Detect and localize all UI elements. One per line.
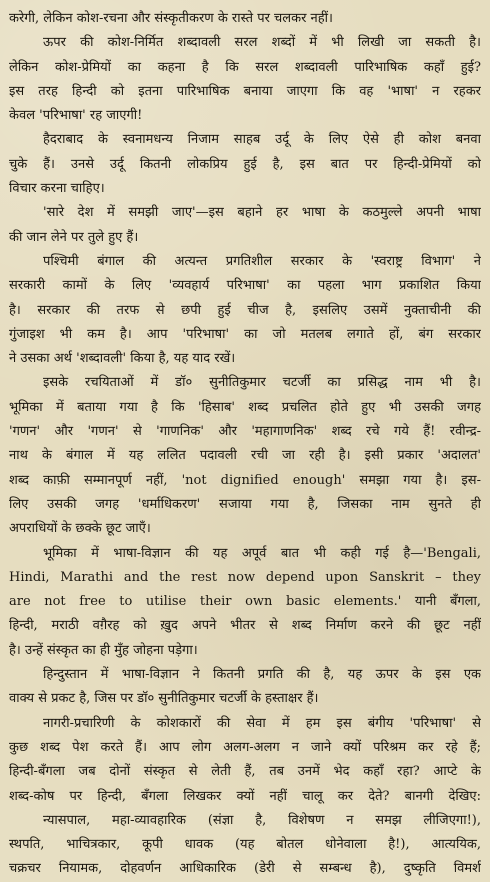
text-line: भूमिका में बताया गया है कि 'हिसाब' शब्द प्रचलित होते हुए भी उसकी जगह [9,399,481,415]
text-line: शब्द काफ़ी सम्मानपूर्ण नहीं, 'not dignified enough' समझा गया है। इस- [9,472,481,488]
text-line: Hindi, Marathi and the rest now depend upon Sanskrit – they [9,569,481,585]
text-line: विचार करना चाहिए। [9,181,105,197]
text-line: कुछ शब्द पेश करते हैं। आप लोग अलग-अलग न जाने क्यों परिश्रम कर रहे हैं; [9,739,481,755]
text-line: की जान लेने पर तुले हुए हैं। [9,229,139,245]
text-line: अपराधियों के छक्के छूट जाएँ। [9,521,151,537]
text-line: स्थपति, भाचित्रकार, कूपी धावक (यह बोतल धोनेवाला है!), आत्ययिक, [9,837,481,853]
text-line: हिन्दुस्तान में भाषा-विज्ञान ने कितनी प्रगति की है, यह ऊपर के इस एक [43,667,481,683]
text-line: ने उसका अर्थ 'शब्दावली' किया है, यह याद रखें। [9,351,236,367]
text-line: केवल 'परिभाषा' रह जाएगी! [9,108,143,124]
text-line: हिन्दी, मराठी वग़ैरह को ख़ुद अपने भीतर से शब्द निर्माण करने की छूट नहीं [9,618,481,634]
text-line: शब्द-कोष पर हिन्दी, बँगला लिखकर क्यों नहीं चालू कर देते? बानगी देखिए: [9,788,481,804]
text-line: नागरी-प्रचारिणी के कोशकारों की सेवा में हम इस बंगीय 'परिभाषा' से [43,715,481,731]
text-line: वाक्य से प्रकट है, जिस पर डॉ० सुनीतिकुमार चटर्जी के हस्ताक्षर हैं। [9,691,319,707]
text-line: चक्रचर नियामक, दोहवर्णन आधिकारिक (डेरी से सम्बन्ध है), दुष्कृति विमर्श [9,861,481,877]
text-line: इसके रचयिताओं में डॉ० सुनीतिकुमार चटर्जी का प्रसिद्ध नाम भी है। [43,375,481,391]
text-line: गुंजाइश भी कम है। आप 'परिभाषा' का जो मतलब लगाते हों, बंग सरकार [9,326,481,342]
text-line: are not free to utilise their own basic elements.' यानी बँगला, [9,594,481,610]
text-line: नाथ के बंगाल में यह ललित पदावली रची जा रही है। इसी प्रकार 'अदालत' [9,448,481,464]
text-line: न्यासपाल, महा-व्यावहारिक (संज्ञा है, विशेषण न समझ लीजिएगा!), [43,812,481,828]
text-line: हिन्दी-बँगला जब दोनों संस्कृत से लेती हैं, तब उनमें भेद कहाँ रहा? आप्टे के [9,764,481,780]
text-line: चुके हैं। उनसे उर्दू कितनी लोकप्रिय हुई है, इस बात पर हिन्दी-प्रेमियों को [9,156,481,172]
text-line: भूमिका में भाषा-विज्ञान की यह अपूर्व बात भी कही गई है—'Bengali, [43,545,481,561]
text-line: 'गणन' और 'गणन' से 'गाणनिक' और 'महागाणनिक' शब्द रचे गये हैं! रवीन्द्र- [9,424,481,440]
text-line: लिए उसकी जगह 'धर्माधिकरण' सजाया गया है, जिसका नाम सुनते ही [9,496,481,512]
text-line: है। उन्हें संस्कृत का ही मुँह जोहना पड़ेगा। [9,642,198,658]
text-line: 'सारे देश में समझी जाए'—इस बहाने हर भाषा के कठमुल्ले अपनी भाषा [43,205,481,221]
text-line: इस तरह हिन्दी को इतना पारिभाषिक बनाया जाएगा कि वह 'भाषा' न रहकर [9,83,481,99]
text-line: लेकिन कोश-प्रेमियों का कहना है कि सरल शब्दावली पारिभाषिक कहाँ हुई? [9,59,481,75]
text-line: सरकारी कामों के लिए 'व्यवहार्य परिभाषा' का पहला भाग प्रकाशित किया [9,278,481,294]
text-line: है। सरकार की तरफ से छपी हुई चीज है, इसलिए उसमें नुक्ताचीनी की [9,302,481,318]
text-line: पश्चिमी बंगाल की अत्यन्त प्रगतिशील सरकार के 'स्वराष्ट्र विभाग' ने [43,253,481,269]
text-line: करेगी, लेकिन कोश-रचना और संस्कृतीकरण के रास्ते पर चलकर नहीं। [9,11,333,26]
text-line: हैदराबाद के स्वनामधन्य निजाम साहब उर्दू के लिए ऐसे ही कोश बनवा [43,132,481,148]
text-line: ऊपर की कोश-निर्मित शब्दावली सरल शब्दों में भी लिखी जा सकती है। [43,35,481,51]
